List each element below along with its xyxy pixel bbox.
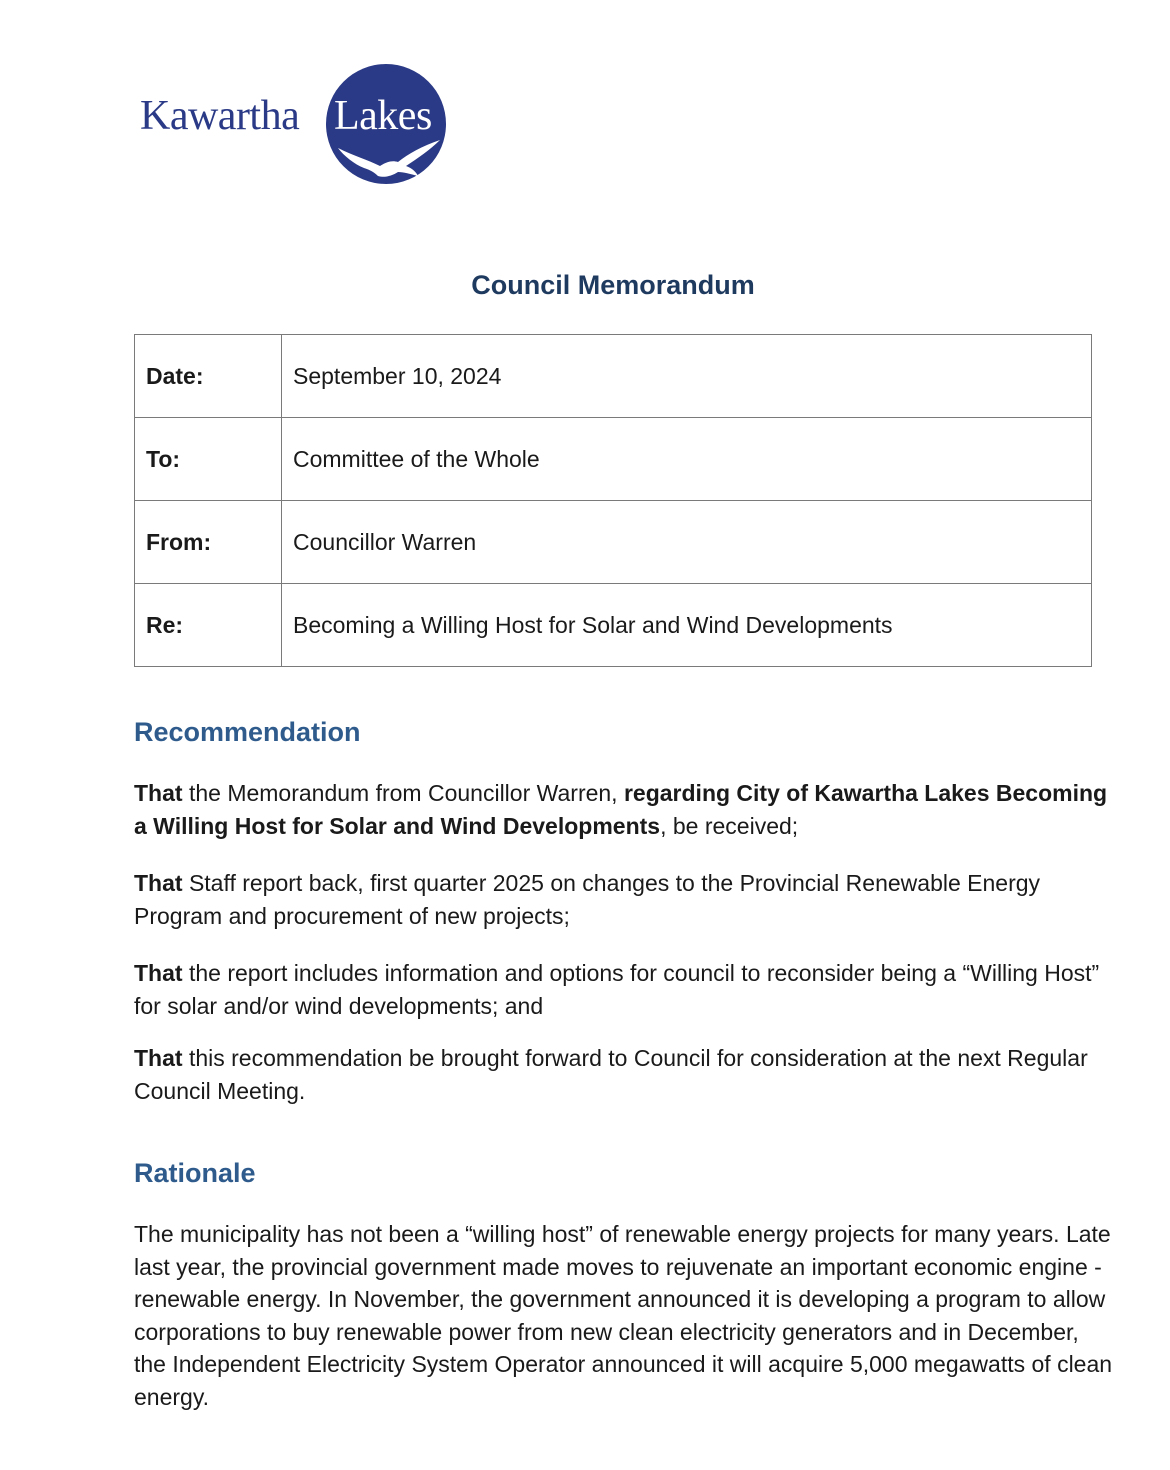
recommendation-heading: Recommendation xyxy=(134,717,361,747)
table-row xyxy=(135,335,1092,418)
rationale-paragraph: The municipality has not been a “willing host” of renewable energy projects for many years. Late last year, the provincial government made moves to rejuvenate an important economic engine -renewable energy. In November, the government announced it is developing a program to allow corporations to buy renewable power from new clean electricity generators and in December, the Independent Electricity System Operator announced it will acquire 5,000 megawatts of clean energy. xyxy=(134,1221,1113,1410)
table-row xyxy=(135,418,1092,501)
memo-header-table xyxy=(134,334,1092,667)
recommendation-paragraph-2 xyxy=(134,867,1114,932)
table-row xyxy=(135,584,1092,667)
bold-that: That xyxy=(134,780,183,806)
rationale-heading: Rationale xyxy=(134,1158,256,1188)
recommendation-paragraph-1 xyxy=(134,777,1114,842)
paragraph-text: this recommendation be brought forward to Council for consideration at the next Regular Council Meeting. xyxy=(134,1045,1088,1104)
from-value: Councillor Warren xyxy=(282,501,1092,584)
memo-title: Council Memorandum xyxy=(471,270,755,300)
paragraph-text: the Memorandum from Councillor Warren, xyxy=(182,780,624,806)
recommendation-paragraph-3 xyxy=(134,957,1114,1022)
logo-word-kawartha: Kawartha xyxy=(140,93,300,139)
recommendation-paragraph-4 xyxy=(134,1042,1114,1107)
bold-that: That xyxy=(134,1045,183,1071)
paragraph-text: Staff report back, first quarter 2025 on changes to the Provincial Renewable Energy Program and procurement of new projects; xyxy=(134,870,1041,929)
kawartha-lakes-logo xyxy=(138,64,458,188)
date-label: Date: xyxy=(135,335,282,418)
table-row xyxy=(135,501,1092,584)
paragraph-text: , be received; xyxy=(660,812,799,839)
eagle-icon xyxy=(334,136,444,180)
from-label: From: xyxy=(135,501,282,584)
re-label: Re: xyxy=(135,584,282,667)
bold-that: That xyxy=(134,960,183,986)
logo-word-lakes: Lakes xyxy=(334,93,432,139)
date-value: September 10, 2024 xyxy=(282,335,1092,418)
bold-subject: regarding City of Kawartha Lakes Becoming a Willing Host for Solar and Wind Developments xyxy=(134,780,1108,839)
paragraph-text: the report includes information and options for council to reconsider being a “Willing Host” for solar and/or wind developments; and xyxy=(134,960,1100,1019)
to-label: To: xyxy=(135,418,282,501)
to-value: Committee of the Whole xyxy=(282,418,1092,501)
re-value: Becoming a Willing Host for Solar and Wind Developments xyxy=(282,584,1092,667)
bold-that: That xyxy=(134,870,183,896)
